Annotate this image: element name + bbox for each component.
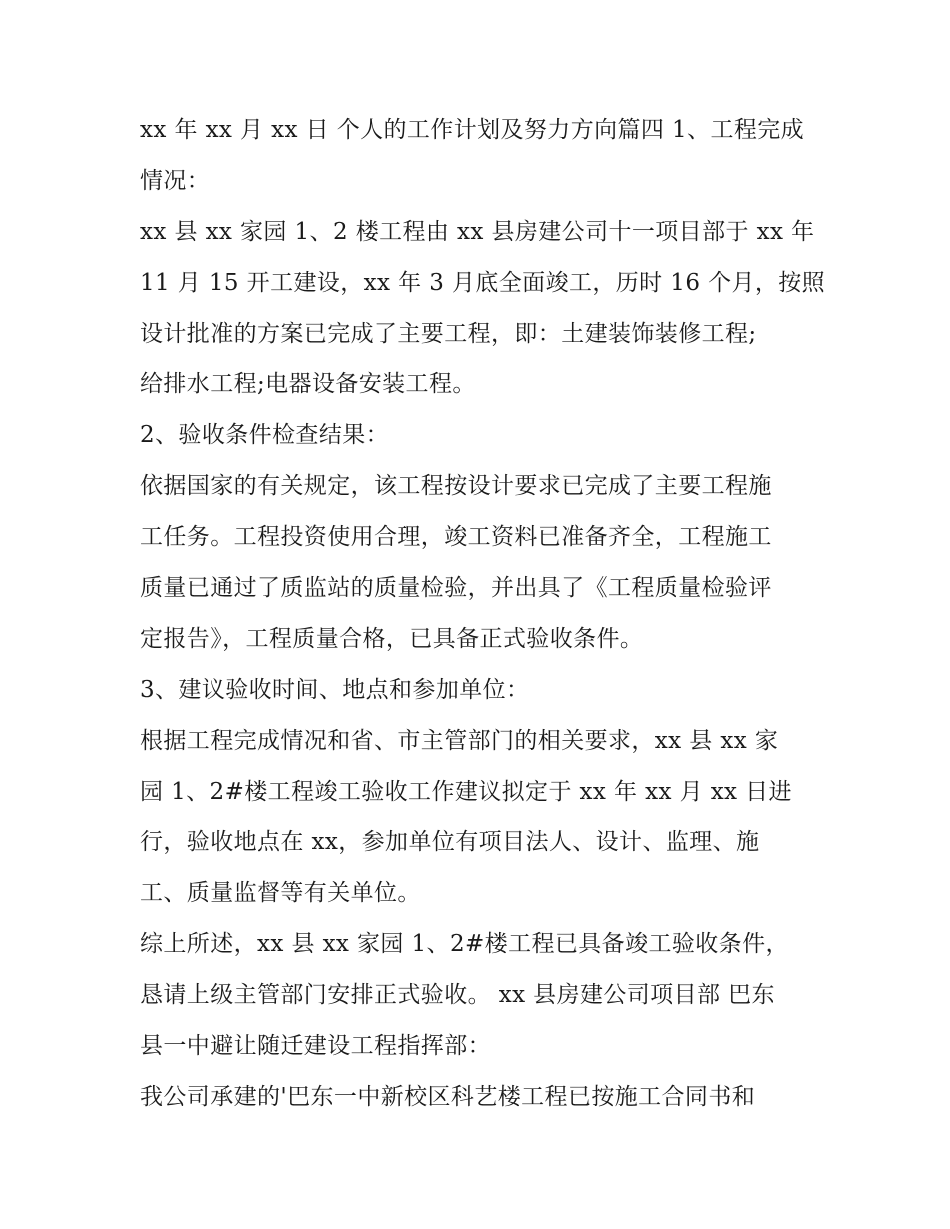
section-heading-3: 3、建议验收时间、地点和参加单位： — [140, 676, 530, 703]
text-line: 综上所述，xx 县 xx 家园 1、2#楼工程已具备竣工验收条件， — [140, 931, 789, 958]
text-line: 我公司承建的'巴东一中新校区科艺楼工程已按施工合同书和 — [140, 1083, 756, 1110]
text-line: 质量已通过了质监站的质量检验，并出具了《工程质量检验评 — [140, 575, 772, 602]
text-line: 恳请上级主管部门安排正式验收。 xx 县房建公司项目部 巴东 — [140, 982, 775, 1009]
text-line: 11 月 15 开工建设，xx 年 3 月底全面竣工，历时 16 个月，按照 — [140, 269, 826, 296]
text-line: 园 1、2#楼工程竣工验收工作建议拟定于 xx 年 xx 月 xx 日进 — [140, 778, 792, 805]
text-line: 根据工程完成情况和省、市主管部门的相关要求，xx 县 xx 家 — [140, 727, 779, 754]
text-line: xx 年 xx 月 xx 日 个人的工作计划及努力方向篇四 1、工程完成 — [140, 117, 805, 143]
text-line: 工任务。工程投资使用合理，竣工资料已准备齐全，工程施工 — [140, 524, 772, 551]
text-line: 设计批准的方案已完成了主要工程，即：土建装饰装修工程; — [140, 320, 757, 347]
section-heading-2: 2、验收条件检查结果： — [140, 422, 390, 449]
text-line: 给排水工程;电器设备安装工程。 — [140, 371, 476, 398]
text-line: 情况： — [140, 167, 211, 194]
text-line: 行，验收地点在 xx，参加单位有项目法人、设计、监理、施 — [140, 829, 760, 856]
text-line: 定报告》，工程质量合格，已具备正式验收条件。 — [140, 625, 644, 652]
text-line: 工、质量监督等有关单位。 — [140, 880, 421, 907]
document-body — [140, 105, 830, 1123]
text-line: xx 县 xx 家园 1、2 楼工程由 xx 县房建公司十一项目部于 xx 年 — [140, 218, 815, 245]
text-line: 依据国家的有关规定，该工程按设计要求已完成了主要工程施 — [140, 473, 772, 500]
text-line: 县一中避让随迁建设工程指挥部： — [140, 1033, 491, 1060]
